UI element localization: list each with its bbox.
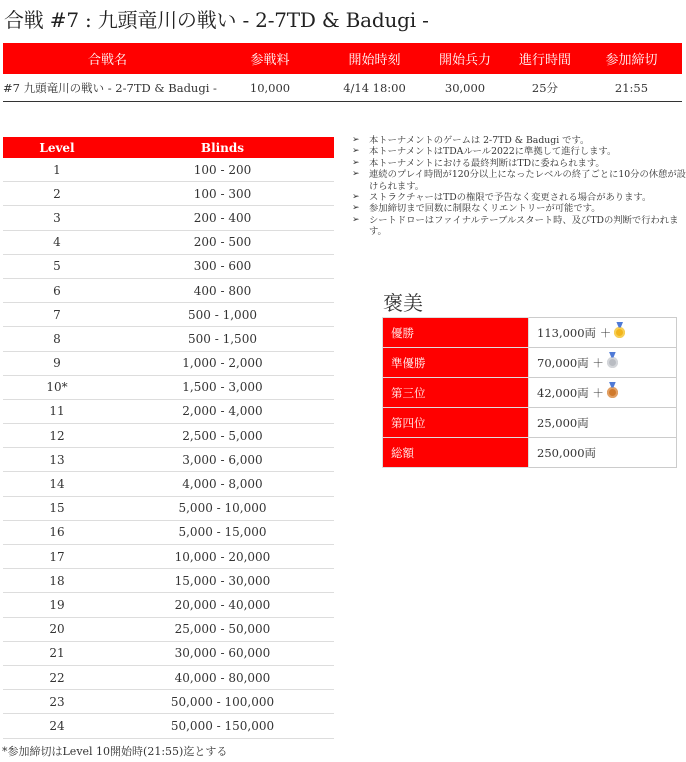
note-item bbox=[350, 158, 686, 169]
note-text: 本トーナメントのゲームは 2-7TD & Badugi です。 bbox=[369, 135, 590, 146]
prize-table bbox=[382, 317, 677, 468]
arrow-bullet-icon: ➢ bbox=[352, 169, 360, 180]
blinds-row bbox=[3, 399, 334, 423]
level-cell: 22 bbox=[3, 665, 111, 689]
arrow-bullet-icon: ➢ bbox=[352, 192, 360, 203]
note-item bbox=[350, 146, 686, 157]
prize-amount: 70,000両 ＋ bbox=[537, 355, 604, 370]
blinds-cell: 500 - 1,500 bbox=[111, 327, 334, 351]
blinds-cell: 200 - 500 bbox=[111, 230, 334, 254]
blinds-cell: 300 - 600 bbox=[111, 254, 334, 278]
overview-row bbox=[3, 74, 682, 102]
level-cell: 2 bbox=[3, 182, 111, 206]
level-cell: 15 bbox=[3, 496, 111, 520]
bronze-medal-icon bbox=[607, 387, 618, 398]
blinds-cell: 15,000 - 30,000 bbox=[111, 569, 334, 593]
gold-medal-icon bbox=[614, 327, 625, 338]
level-cell: 4 bbox=[3, 230, 111, 254]
header-level-duration: 進行時間 bbox=[509, 43, 581, 74]
blinds-row bbox=[3, 327, 334, 351]
blinds-row bbox=[3, 641, 334, 665]
level-cell: 11 bbox=[3, 399, 111, 423]
blinds-cell: 1,500 - 3,000 bbox=[111, 375, 334, 399]
blinds-cell: 10,000 - 20,000 bbox=[111, 545, 334, 569]
blinds-row bbox=[3, 690, 334, 714]
blinds-row bbox=[3, 448, 334, 472]
level-cell: 23 bbox=[3, 690, 111, 714]
note-text: 本トーナメントはTDAルール2022に準拠して進行します。 bbox=[369, 146, 617, 158]
note-item bbox=[350, 169, 686, 192]
blinds-row bbox=[3, 303, 334, 327]
prize-amount-cell bbox=[529, 408, 677, 438]
tournament-overview-table bbox=[3, 43, 682, 102]
blinds-cell: 40,000 - 80,000 bbox=[111, 665, 334, 689]
blinds-cell: 4,000 - 8,000 bbox=[111, 472, 334, 496]
page-title: 合戦 #7 : 九頭竜川の戦い - 2-7TD & Badugi - bbox=[4, 8, 429, 32]
level-cell: 6 bbox=[3, 278, 111, 302]
prizes-body bbox=[383, 318, 677, 468]
level-duration: 25分 bbox=[509, 74, 581, 102]
note-item bbox=[350, 215, 686, 238]
blinds-row bbox=[3, 593, 334, 617]
prize-amount: 42,000両 ＋ bbox=[537, 385, 604, 400]
arrow-bullet-icon: ➢ bbox=[352, 157, 360, 168]
arrow-bullet-icon: ➢ bbox=[352, 135, 360, 145]
blinds-row bbox=[3, 714, 334, 738]
header-level: Level bbox=[3, 137, 111, 158]
blinds-cell: 50,000 - 150,000 bbox=[111, 714, 334, 738]
rules-notes-list bbox=[350, 135, 686, 238]
blinds-cell: 5,000 - 10,000 bbox=[111, 496, 334, 520]
late-registration-footnote: *参加締切はLevel 10開始時(21:55)迄とする bbox=[2, 745, 228, 758]
prize-section-title: 褒美 bbox=[383, 291, 423, 315]
note-item bbox=[350, 135, 686, 146]
blinds-cell: 500 - 1,000 bbox=[111, 303, 334, 327]
level-cell: 24 bbox=[3, 714, 111, 738]
level-cell: 20 bbox=[3, 617, 111, 641]
header-start-time: 開始時刻 bbox=[328, 43, 421, 74]
blinds-cell: 25,000 - 50,000 bbox=[111, 617, 334, 641]
prize-row bbox=[383, 348, 677, 378]
note-text: 連続のプレイ時間が120分以上になったレベルの終了ごとに10分の休憩が設けられます。 bbox=[369, 169, 686, 192]
blinds-row bbox=[3, 351, 334, 375]
level-cell: 19 bbox=[3, 593, 111, 617]
prize-amount-cell bbox=[529, 438, 677, 468]
prize-rank: 第三位 bbox=[383, 378, 529, 408]
note-item bbox=[350, 203, 686, 214]
prize-row bbox=[383, 408, 677, 438]
level-cell: 9 bbox=[3, 351, 111, 375]
start-time: 4/14 18:00 bbox=[328, 74, 421, 102]
silver-medal-icon bbox=[607, 357, 618, 368]
blinds-row bbox=[3, 472, 334, 496]
prize-rank: 総額 bbox=[383, 438, 529, 468]
overview-header-row bbox=[3, 43, 682, 74]
prize-row bbox=[383, 378, 677, 408]
note-item bbox=[350, 192, 686, 203]
event-name: #7 九頭竜川の戦い - 2-7TD & Badugi - bbox=[3, 74, 212, 102]
blinds-cell: 100 - 300 bbox=[111, 182, 334, 206]
prize-amount: 250,000両 bbox=[537, 445, 597, 460]
note-text: 本トーナメントにおける最終判断はTDに委ねられます。 bbox=[369, 157, 605, 169]
blinds-cell: 20,000 - 40,000 bbox=[111, 593, 334, 617]
header-starting-stack: 開始兵力 bbox=[421, 43, 509, 74]
arrow-bullet-icon: ➢ bbox=[352, 214, 360, 225]
blinds-cell: 1,000 - 2,000 bbox=[111, 351, 334, 375]
header-blinds: Blinds bbox=[111, 137, 334, 158]
header-entry-fee: 参戦料 bbox=[212, 43, 328, 74]
blinds-row bbox=[3, 665, 334, 689]
note-text: 参加締切まで回数に制限なくリエントリーが可能です。 bbox=[369, 203, 601, 215]
starting-stack: 30,000 bbox=[421, 74, 509, 102]
prize-rank: 優勝 bbox=[383, 318, 529, 348]
level-cell: 8 bbox=[3, 327, 111, 351]
prize-amount-cell bbox=[529, 318, 677, 348]
level-cell: 5 bbox=[3, 254, 111, 278]
level-cell: 10* bbox=[3, 375, 111, 399]
arrow-bullet-icon: ➢ bbox=[352, 146, 360, 157]
blinds-header-row bbox=[3, 137, 334, 158]
level-cell: 13 bbox=[3, 448, 111, 472]
blinds-cell: 3,000 - 6,000 bbox=[111, 448, 334, 472]
blinds-row bbox=[3, 206, 334, 230]
blinds-cell: 200 - 400 bbox=[111, 206, 334, 230]
arrow-bullet-icon: ➢ bbox=[352, 203, 360, 214]
level-cell: 1 bbox=[3, 158, 111, 182]
prize-row bbox=[383, 318, 677, 348]
level-cell: 3 bbox=[3, 206, 111, 230]
blinds-cell: 5,000 - 15,000 bbox=[111, 520, 334, 544]
blinds-cell: 50,000 - 100,000 bbox=[111, 690, 334, 714]
prize-rank: 第四位 bbox=[383, 408, 529, 438]
blinds-row bbox=[3, 158, 334, 182]
blinds-row bbox=[3, 182, 334, 206]
blinds-row bbox=[3, 617, 334, 641]
prize-row bbox=[383, 438, 677, 468]
prize-amount-cell bbox=[529, 348, 677, 378]
prize-amount: 113,000両 ＋ bbox=[537, 325, 612, 340]
level-cell: 12 bbox=[3, 424, 111, 448]
level-cell: 7 bbox=[3, 303, 111, 327]
level-cell: 18 bbox=[3, 569, 111, 593]
note-text: ストラクチャーはTDの権限で予告なく変更される場合があります。 bbox=[369, 192, 652, 204]
blinds-row bbox=[3, 278, 334, 302]
blinds-cell: 2,000 - 4,000 bbox=[111, 399, 334, 423]
blinds-row bbox=[3, 520, 334, 544]
prize-amount: 25,000両 bbox=[537, 415, 589, 430]
note-text: シートドローはファイナルテーブルスタート時、及びTDの判断で行われます。 bbox=[369, 214, 679, 238]
level-cell: 14 bbox=[3, 472, 111, 496]
blinds-structure-table bbox=[3, 137, 334, 739]
registration-close: 21:55 bbox=[581, 74, 682, 102]
level-cell: 16 bbox=[3, 520, 111, 544]
blinds-row bbox=[3, 496, 334, 520]
blinds-row bbox=[3, 545, 334, 569]
blinds-cell: 100 - 200 bbox=[111, 158, 334, 182]
prize-rank: 準優勝 bbox=[383, 348, 529, 378]
level-cell: 17 bbox=[3, 545, 111, 569]
blinds-row bbox=[3, 569, 334, 593]
entry-fee: 10,000 bbox=[212, 74, 328, 102]
header-registration-close: 参加締切 bbox=[581, 43, 682, 74]
blinds-cell: 2,500 - 5,000 bbox=[111, 424, 334, 448]
level-cell: 21 bbox=[3, 641, 111, 665]
blinds-body bbox=[3, 158, 334, 738]
blinds-cell: 30,000 - 60,000 bbox=[111, 641, 334, 665]
blinds-row bbox=[3, 254, 334, 278]
blinds-row bbox=[3, 375, 334, 399]
prize-amount-cell bbox=[529, 378, 677, 408]
header-event-name: 合戦名 bbox=[3, 43, 212, 74]
blinds-cell: 400 - 800 bbox=[111, 278, 334, 302]
blinds-row bbox=[3, 424, 334, 448]
blinds-row bbox=[3, 230, 334, 254]
